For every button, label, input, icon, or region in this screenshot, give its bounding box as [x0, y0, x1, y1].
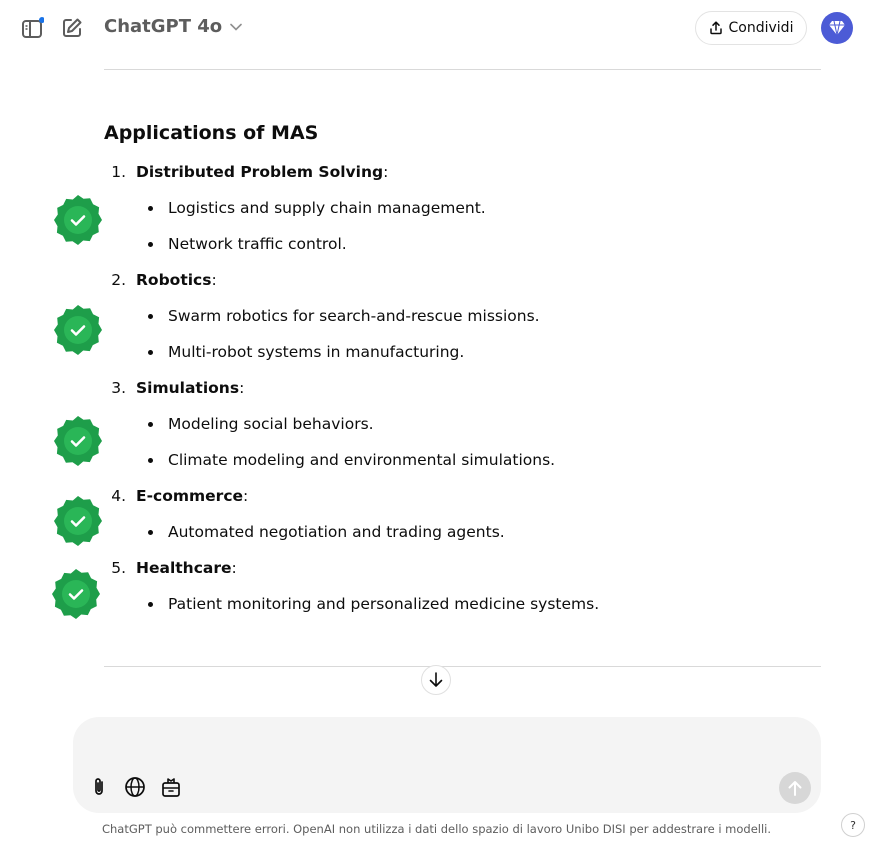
attach-button[interactable]: [86, 774, 112, 800]
message-input[interactable]: [97, 731, 781, 759]
arrow-down-icon: [429, 672, 443, 688]
model-selector[interactable]: [104, 16, 242, 37]
list-number: 4.: [111, 487, 126, 505]
arrow-up-icon: [788, 780, 802, 796]
list-number: 5.: [111, 559, 126, 577]
verified-badge-icon: [52, 415, 104, 467]
divider-bottom: [104, 666, 821, 667]
list-item-title: Robotics:: [136, 271, 217, 289]
list-item-title: Simulations:: [136, 379, 245, 397]
bullet-dot: [148, 458, 153, 463]
list-item-title: E-commerce:: [136, 487, 249, 505]
bullet-dot: [148, 206, 153, 211]
share-label: Condividi: [728, 20, 794, 36]
share-button[interactable]: [695, 11, 807, 45]
diamond-icon: [828, 20, 846, 36]
divider-top: [104, 69, 821, 70]
list-item: Patient monitoring and personalized medicine systems.: [168, 595, 600, 613]
scroll-to-bottom-button[interactable]: [421, 665, 451, 695]
disclaimer-text: ChatGPT può commettere errori. OpenAI non utilizza i dati dello spazio di lavoro Unibo DISI per addestrare i modelli.: [101, 822, 772, 836]
list-item: Multi-robot systems in manufacturing.: [168, 343, 465, 361]
list-number: 1.: [111, 163, 126, 181]
verified-badge-icon: [52, 194, 104, 246]
user-avatar[interactable]: [821, 12, 853, 44]
list-item: Logistics and supply chain management.: [168, 199, 486, 217]
message-composer: [73, 717, 821, 813]
list-item: Climate modeling and environmental simulations.: [168, 451, 556, 469]
list-number: 3.: [111, 379, 126, 397]
bullet-dot: [148, 422, 153, 427]
verified-badge-icon: [50, 568, 102, 620]
list-item-title: Distributed Problem Solving:: [136, 163, 389, 181]
bullet-dot: [148, 530, 153, 535]
bullet-dot: [148, 314, 153, 319]
list-item: Automated negotiation and trading agents.: [168, 523, 505, 541]
list-item-title: Healthcare:: [136, 559, 237, 577]
web-search-button[interactable]: [122, 774, 148, 800]
globe-icon: [124, 776, 146, 798]
chevron-down-icon: [230, 23, 242, 31]
model-name: ChatGPT 4o: [104, 16, 223, 37]
bullet-dot: [148, 602, 153, 607]
help-button[interactable]: ?: [841, 813, 865, 837]
paperclip-icon: [92, 777, 106, 797]
verified-badge-icon: [52, 495, 104, 547]
sidebar-toggle-icon[interactable]: [18, 14, 46, 42]
tools-button[interactable]: [158, 774, 184, 800]
send-button[interactable]: [779, 772, 811, 804]
section-heading: Applications of MAS: [104, 122, 319, 144]
new-chat-icon[interactable]: [58, 14, 86, 42]
list-number: 2.: [111, 271, 126, 289]
verified-badge-icon: [52, 304, 104, 356]
share-icon: [709, 21, 723, 35]
bullet-dot: [148, 242, 153, 247]
toolbox-icon: [161, 776, 181, 798]
list-item: Modeling social behaviors.: [168, 415, 374, 433]
list-item: Swarm robotics for search-and-rescue missions.: [168, 307, 540, 325]
list-item: Network traffic control.: [168, 235, 347, 253]
bullet-dot: [148, 350, 153, 355]
